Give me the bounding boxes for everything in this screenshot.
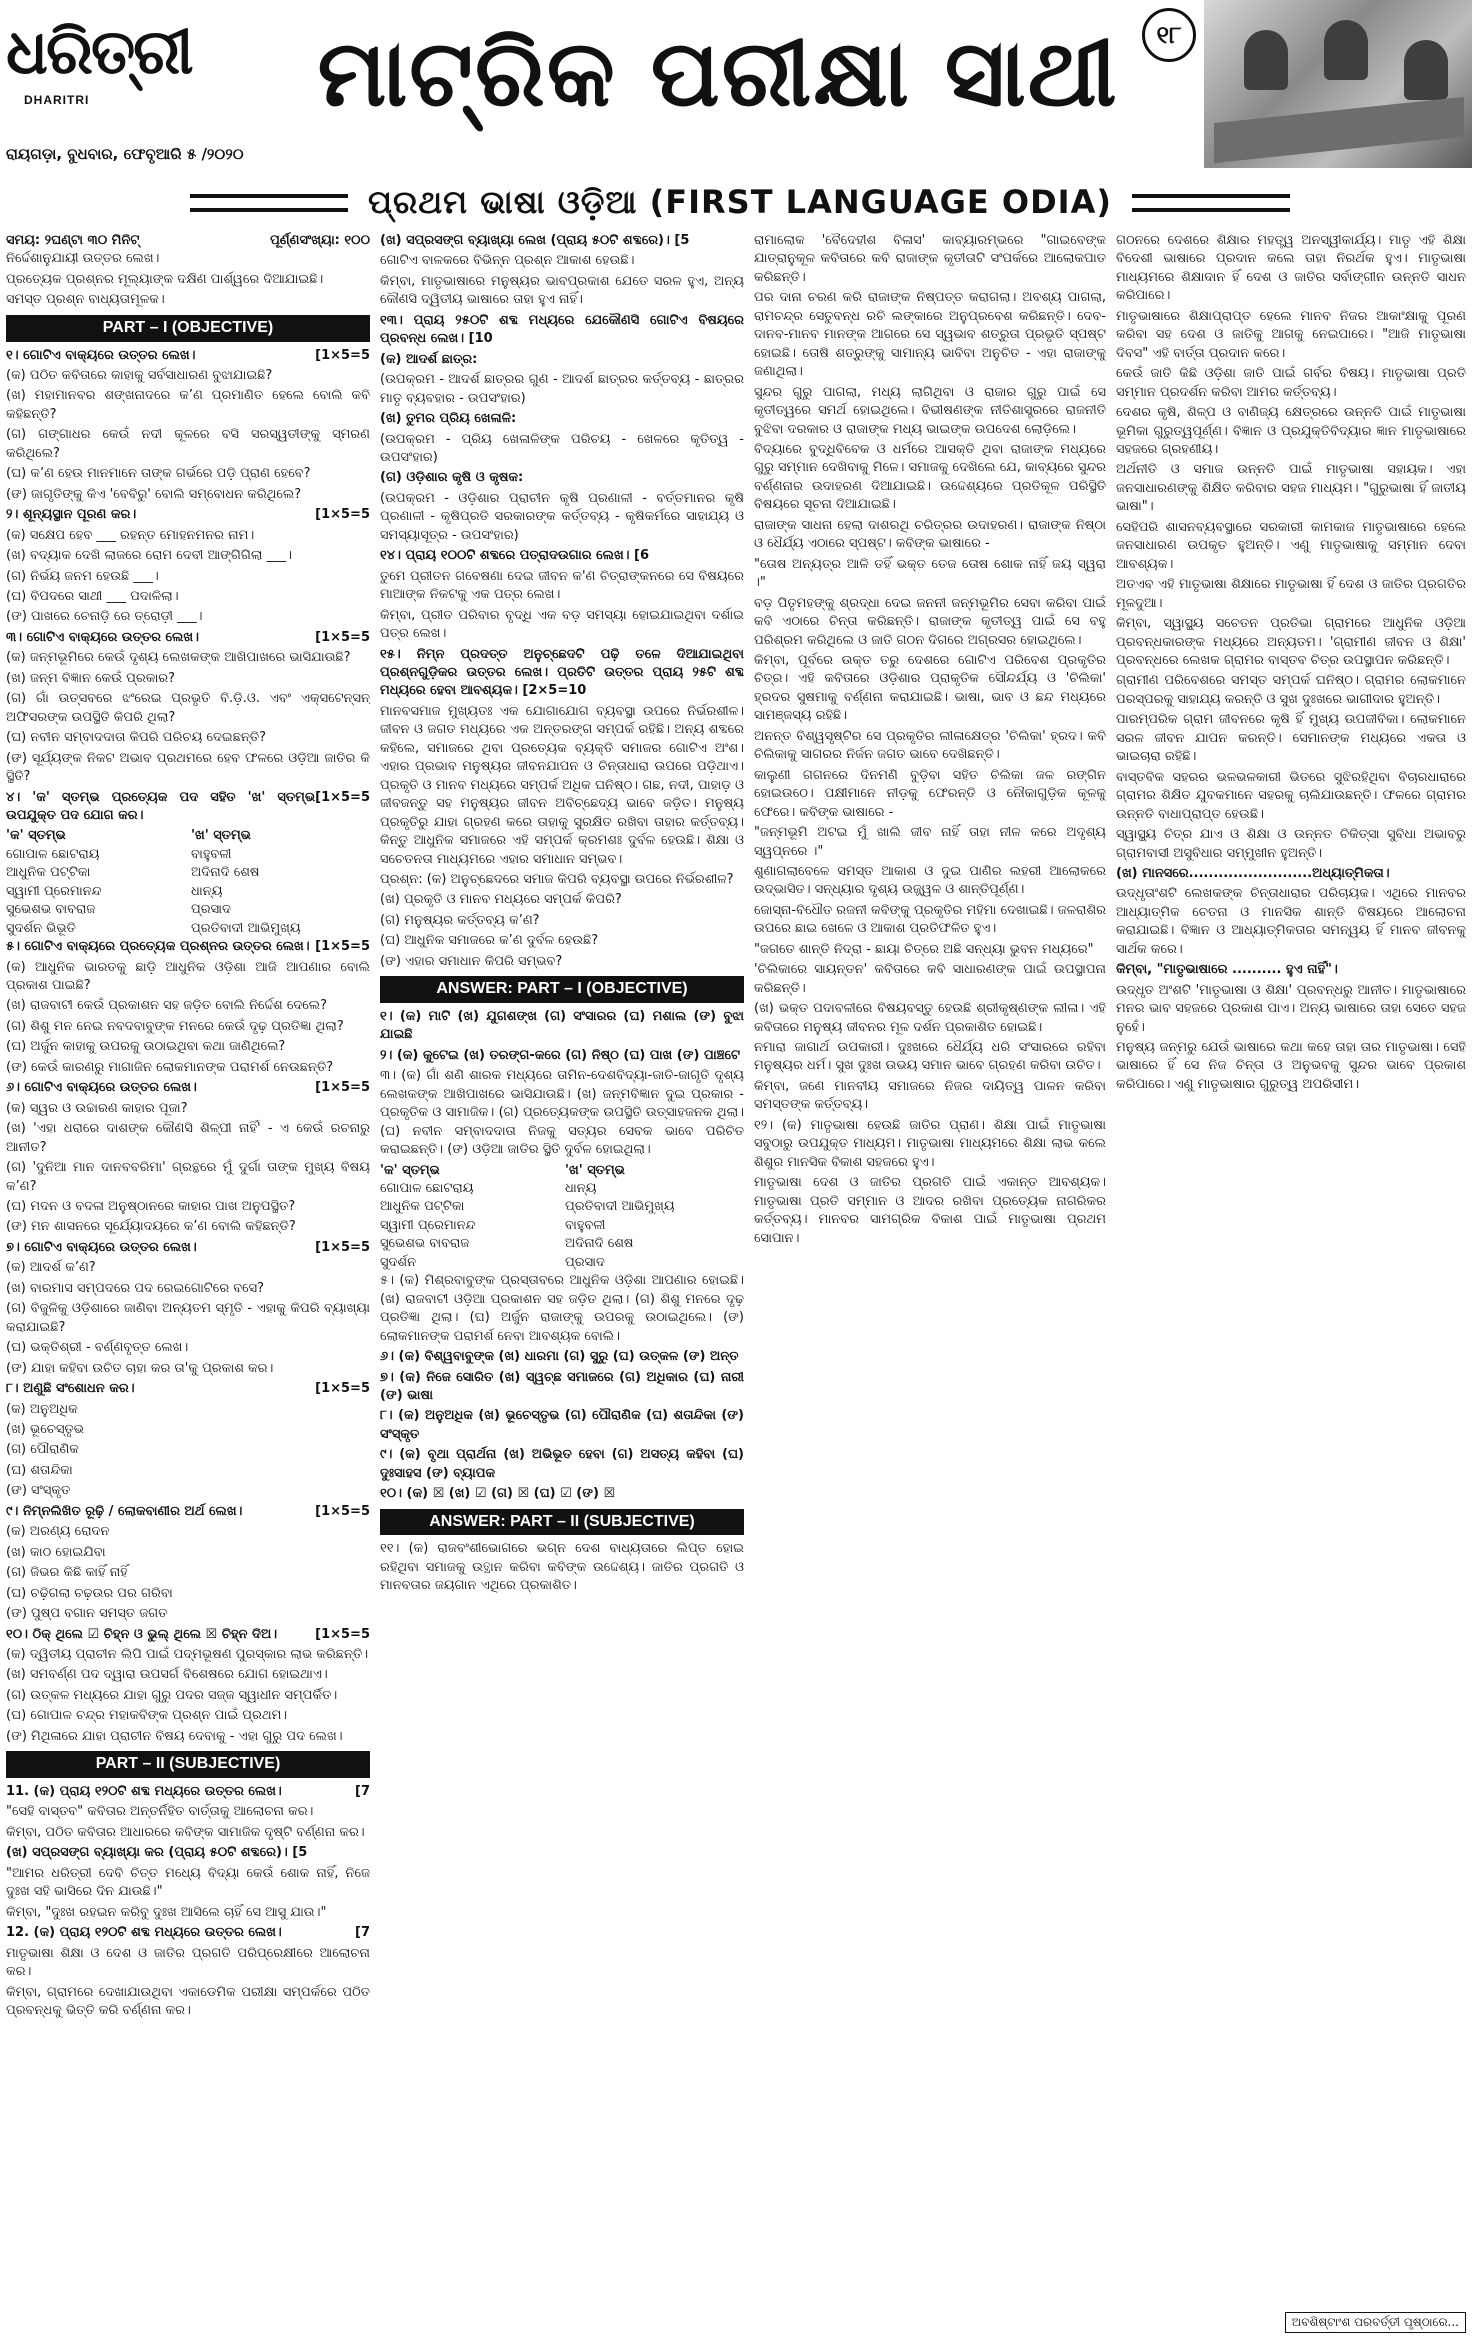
marks: [1×5=5: [315, 1626, 370, 1642]
brand: [6, 12, 244, 163]
question-item: (ଘ) କ’ଣ ହେଉ ମାନମାନେ ତାଙ୍କ ଗର୍ଭରେ ପଡ଼ି ପ୍ରାଣ ହେବେ?: [6, 466, 311, 482]
question-item: (ଖ) ମହାମାନବର ଶଙ୍ଖନାଦରେ କ’ଣ ପ୍ରମାଣିତ ହେଲେ ବୋଲି କବି କହିଛନ୍ତି?: [6, 388, 370, 422]
instruction: ପ୍ରତ୍ୟେକ ପ୍ରଶ୍ନର ମୂଲ୍ୟାଙ୍କ ଦକ୍ଷିଣ ପାର୍ଶ୍ୱରେ ଦିଆଯାଇଛି।: [6, 271, 324, 287]
answer-paragraph: ଶୁଣାଗଲାବେଳେ ସମସ୍ତ ଆକାଶ ଓ ଦୁଇ ପାଣିର ଲହରୀ ଆଲୋକରେ ଉଦ୍ଭାସିତ। ସନ୍ଧ୍ୟାର ଦୃଶ୍ୟ ଉଜ୍ଜ୍ୱଳ ଓ ଶାନ୍ତିପୂର୍ଣ୍ଣ।: [754, 863, 1106, 898]
column-1: [6, 232, 370, 2332]
section-header-answers-part1: ANSWER: PART – I (OBJECTIVE): [380, 976, 744, 1003]
question-heading: [1×5=5 ୬। ଗୋଟିଏ ବାକ୍ୟରେ ଉତ୍ତର ଲେଖ।: [6, 1079, 370, 1097]
match-row: ଗୋପାଳ ଛୋଟରାୟ ବାହୁବଳୀ: [6, 846, 232, 862]
answer-item: ୧୧। (କ) ରାଜବଂଶୀଭୋଗରେ ଭଗ୍ନ ଦେଶ ବାଧ୍ୟତାରେ ଲିପ୍ତ ହୋଇ ରହିଥିବା ସମାଜକୁ ଉତ୍ଥାନ କରିବା କବିଙ୍କ ଉଦ୍ଦେଶ୍ୟ। ଜାତିର ପ୍ରଗତି ଓ ମାନବତାର ଜୟଗାନ ଏଥିରେ ପ୍ରକାଶିତ।: [380, 1541, 744, 1594]
subject-banner: [190, 180, 1290, 226]
essay-topic: (ଗ) ଓଡ଼ିଶାର କୃଷି ଓ କୃଷକ:: [380, 470, 524, 486]
answer-paragraph: କିମ୍ବା, ପୂର୍ବରେ ଉକ୍ତ ତରୁ ଦେଶରେ ଗୋଟିଏ ପରିବେଶ ପ୍ରକୃତିର ଚିତ୍ର। ଏହି କବିତାରେ ଓଡ଼ିଶାର ପ୍ରାକୃତିକ ସୌନ୍ଦର୍ଯ୍ୟ ଓ 'ଚିଲିକା' ହ୍ରଦର ସୁଷମାକୁ ବର୍ଣ୍ଣନା କରାଯାଇଛି। ଭାଷା, ଭାବ ଓ ଛନ୍ଦ ମଧ୍ୟରେ ସାମଞ୍ଜସ୍ୟ ରହିଛି।: [754, 652, 1106, 724]
answer-item: ୯। (କ) ବୃଥା ପ୍ରାର୍ଥନା (ଖ) ଅଭିଭୂତ ହେବା (ଗ) ଅସତ୍ୟ କହିବା (ଘ) ଦୁଃସାହସ (ଙ) ବ୍ୟାପକ: [380, 1447, 744, 1481]
match-row: ସୁଭେଶଭ ବାବରାଜ ଅଦିନାଦି ଶେଷ: [380, 1236, 634, 1252]
match-row: ଆଧୁନିକ ପଟ୍ଟିକା ପ୍ରତିବାଦୀ ଆଭିମୁଖ୍ୟ: [380, 1199, 675, 1215]
answer-item: ୧। (କ) ମାଟି (ଖ) ଯୁଗଶଙ୍ଖ (ଗ) ସଂସାରର (ଘ) ମଶାଲ (ଙ) ବୁଝା ଯାଇଛି: [380, 1008, 744, 1043]
question-item: (ଗ) ନିର୍ଭୟ ଜନମ ହେଉଛି ___।: [6, 568, 159, 584]
answer-paragraph: 'ଚିଲିକାରେ ସାୟନ୍ତନ' କବିତାରେ କବି ସାଧାରଣଙ୍କ ପାଇଁ ଉପସ୍ଥାପନା କରିଛନ୍ତି।: [754, 962, 1106, 996]
answer-paragraph: ସୁନ୍ଦର ଗୁରୁ ପାଗଲା, ମଧ୍ୟ ଲାଗିଥିବା ଓ ରାଜାର ଗୁରୁ ପାଇଁ ସେ କୃତୀତ୍ୱରେ ସମର୍ଥ ହୋଇଥିଲେ। ବିଭୀଷଣଙ୍କ ନୀତିଶାସ୍ତ୍ରରେ ରାଜନୀତି ବୁଝିବା ଦରକାର ଓ ରାଜାଙ୍କ ମଧ୍ୟ ଭାଇଙ୍କ ଉପଦେଶ ଲୋଡ଼ିଲେ।: [754, 384, 1106, 437]
answer-paragraph: ପାରମ୍ପରିକ ଗ୍ରାମ ଜୀବନରେ କୃଷି ହିଁ ମୁଖ୍ୟ ଉପଜୀବିକା। ଲୋକମାନେ ସରଳ ଜୀବନ ଯାପନ କରନ୍ତି। ସେମାନଙ୍କ ମଧ୍ୟରେ ଏକତା ଓ ଭାଇଚାରା ରହିଛି।: [1116, 712, 1466, 765]
divider: [1132, 194, 1290, 212]
essay-topic: (କ) ଆଦର୍ଶ ଛାତ୍ର:: [380, 351, 478, 367]
answer-item: ୧୦। (କ) ☒ (ଖ) ☑ (ଗ) ☒ (ଘ) ☑ (ଙ) ☒: [380, 1486, 616, 1502]
exam-meta: [6, 232, 370, 250]
instruction: ନିର୍ଦ୍ଦେଶାନୁଯାୟୀ ଉତ୍ତର ଲେଖ।: [6, 251, 160, 267]
newspaper-logo-sub: DHARITRI: [24, 93, 90, 107]
question-item: (ଖ) ବଦ୍ୟାକ ଦେଖି ଲାଜରେ ରୋମ ଦେବୀ ଆଙ୍ଗିଗିଲା ___।: [6, 548, 292, 564]
section-header-answers-part2: ANSWER: PART – II (SUBJECTIVE): [380, 1509, 744, 1536]
answer-paragraph: ମାତୃଭାଷାରେ ଶିକ୍ଷାପ୍ରାପ୍ତ ହେଲେ ମାନବ ନିଜର ଆକାଂକ୍ଷାକୁ ପୂରଣ କରିବା ସହ ଦେଶ ଓ ଜାତିକୁ ଆଗକୁ ନେଇପାରେ। "ଆଜି ମାତୃଭାଷା ଦିବସ" ଏହି ବାର୍ତ୍ତା ପ୍ରଦାନ କରେ।: [1116, 308, 1466, 361]
question-item: (ଗ) ମନୁଷ୍ୟର କର୍ତ୍ତବ୍ୟ କ’ଣ?: [380, 912, 540, 928]
match-row: ସ୍ୱାମୀ ପ୍ରେମାନନ୍ଦ ବାହୁବଳୀ: [380, 1217, 606, 1233]
answer-paragraph: କିମ୍ବା, ଜଣେ ମାନବୀୟ ସମାଜରେ ନିଜର ଦାୟିତ୍ୱ ପାଳନ କରିବା ସମସ୍ତଙ୍କ କର୍ତ୍ତବ୍ୟ।: [754, 1078, 1106, 1113]
column-3: [754, 232, 1106, 2332]
marks: [1×5=5: [315, 1381, 370, 1397]
answer-paragraph: ବଡ଼ ପିତୃମହଙ୍କୁ ଶ୍ରଦ୍ଧା ଦେଇ ଜନନୀ ଜନ୍ମଭୂମିର ସେବା କରିବା ପାଇଁ କବି ଏଠାରେ ଚିନ୍ତା କରିଛନ୍ତି। ରାଜାଙ୍କ କୃତୀତ୍ୱ ପାଇଁ ସେ ବହୁ ପରିଶ୍ରମ କରିଥିଲେ ଓ ଜାତି ଗଠନ ଦିଗରେ ଅଗ୍ରସର ହୋଇଥିଲେ।: [754, 595, 1106, 648]
instruction: ସମସ୍ତ ପ୍ରଶ୍ନ ବାଧ୍ୟତାମୂଳକ।: [6, 292, 165, 308]
answer-paragraph: କେଉଁ ଜାତି କିଛି ଓଡ଼ିଶା ଜାତି ପାଇଁ ଗର୍ବର ବିଷୟ। ମାତୃଭାଷା ପ୍ରତି ସମ୍ମାନ ପ୍ରଦର୍ଶନ କରିବା ଆମର କର୍ତ୍ତବ୍ୟ।: [1116, 366, 1466, 400]
question-heading: [7 12. (କ) ପ୍ରାୟ ୧୨୦ଟି ଶବ୍ଦ ମଧ୍ୟରେ ଉତ୍ତର ଲେଖ।: [6, 1924, 370, 1942]
question-item: (ଗ) ପୌରାଣିକ: [6, 1442, 79, 1458]
answer-paragraph: ବିଦ୍ୟାରେ ବୁଦ୍ଧିବିବେକ ଓ ଧର୍ମରେ ଆସକ୍ତି ଥିବା ରାଜାଙ୍କ ମଧ୍ୟରେ ଗୁରୁ ସମ୍ମାନ ଦେଖିବାକୁ ମିଳେ। ସମାଜକୁ ଦେଖିଲେ ଯେ, କାବ୍ୟରେ ସୁନ୍ଦର ବର୍ଣ୍ଣନାର ଉଦାହରଣ ଦିଆଯାଇଛି। ଉଦ୍ଦେଶ୍ୟରେ ପ୍ରତିକୂଳ ପରିସ୍ଥିତି ବିଷୟରେ ସୂଚନା ଦିଆଯାଇଛି।: [754, 441, 1106, 513]
match-header: 'କ' ସ୍ତମ୍ଭ 'ଖ' ସ୍ତମ୍ଭ: [6, 828, 251, 844]
question-item: (ଙ) ଯାହା କହିବା ଉଚିତ ଚାହା କର ତା'କୁ ପ୍ରକାଶ କର।: [6, 1360, 274, 1376]
answer-paragraph: (ଖ) ଭକ୍ତ ପଦାବଳୀରେ ବିଷୟବସ୍ତୁ ହେଉଛି ଶ୍ରୀକୃଷ୍ଣଙ୍କ ଲୀଳା। ଏହି କବିତାରେ ମନୁଷ୍ୟ ଜୀବନର ମୂଳ ଦର୍ଶନ ପ୍ରକାଶିତ ହୋଇଛି।: [754, 1001, 1106, 1035]
quoted-verse: "ଜଗତେ ଶାନ୍ତି ନିଦ୍ରା - ଛାୟା ଚିତ୍ରେ ଅଛି ସନ୍ଧ୍ୟା ଭୁବନ ମଧ୍ୟରେ": [754, 941, 1094, 957]
question-heading: [1×5=5 ୪। 'କ' ସ୍ତମ୍ଭ ପ୍ରତ୍ୟେକ ପଦ ସହିତ 'ଖ' ସ୍ତମ୍ଭ ଉପଯୁକ୍ତ ପଦ ଯୋଗ କର।: [6, 789, 370, 823]
match-row: ସୁଭେଶଭ ବାବରାଜ ପ୍ରସାଦ: [6, 902, 231, 918]
question-heading: [1×5=5 ୯। ନିମ୍ନଲିଖିତ ରୂଢ଼ି / ଲୋକବାଣୀର ଅର୍ଥ ଲେଖ।: [6, 1503, 370, 1521]
column-2: [380, 232, 744, 2332]
question-item: (ଖ) ବାରମାସ ସମ୍ପଦରେ ପଦ ରେଇଗୋଟିରେ ବସେ?: [6, 1280, 265, 1296]
question-item: (କ) ଜନ୍ମଭୂମିରେ କେଉଁ ଦୃଶ୍ୟ ଲେଖକଙ୍କ ଆଖିପାଖରେ ଭାସିଯାଉଛି?: [6, 650, 351, 666]
answer-paragraph: ସ୍ୱାସ୍ଥ୍ୟ ଚିତ୍ର ଯାଏ ଓ ଶିକ୍ଷା ଓ ଉନ୍ନତ ଚିକିତ୍ସା ସୁବିଧା ଅଭାବରୁ ଗ୍ରାମବାସୀ ଅସୁବିଧାର ସମ୍ମୁଖୀନ ହୁଅନ୍ତି।: [1116, 827, 1466, 861]
answer-paragraph: ଗଠନରେ ଦେଶରେ ଶିକ୍ଷାର ମହତ୍ତ୍ୱ ଅନସ୍ୱୀକାର୍ଯ୍ୟ। ମାତୃ ଏହି ଶିକ୍ଷା ବିଦେଶୀ ଭାଷାରେ ପ୍ରଦାନ କଲେ ତାହା ନିରର୍ଥକ ହୁଏ। ମାତୃଭାଷା ମାଧ୍ୟମରେ ଶିକ୍ଷାଦାନ ହିଁ ଦେଶ ଓ ଜାତିର ସର୍ବାଙ୍ଗୀନ ଉନ୍ନତି ସାଧନ କରିପାରେ।: [1116, 233, 1466, 304]
question-item: (ଙ) ସୂର୍ଯ୍ୟଙ୍କ ନିକଟ ଅଭାବ ପ୍ରଥମରେ ହେବ ଫଳରେ ଓଡ଼ିଆ ଜାତିର କି ସ୍ଥିତି?: [6, 750, 370, 785]
match-row: ଆଧୁନିକ ପଟ୍ଟିକା ଅଦିନାଦି ଶେଷ: [6, 865, 260, 881]
marks: [1×5=5: [315, 1080, 370, 1096]
question-item: ମାତୃଭାଷା ଶିକ୍ଷା ଓ ଦେଶ ଓ ଜାତିର ପ୍ରଗତି ପରିପ୍ରେକ୍ଷୀରେ ଆଲୋଚନା କର।: [6, 1945, 370, 1980]
answer-item: ୫। (କ) ମିଶ୍ରବାବୁଙ୍କ ପ୍ରସ୍ତାବରେ ଆଧୁନିକ ଓଡ଼ିଶା ଆପଣାର ହୋଇଛି। (ଖ) ରାଜବାଟୀ ଓଡ଼ିଆ ପ୍ରକାଶନ ସହ ଜଡ଼ିତ ଥିଲା। (ଗ) ଶିଶୁ ମନରେ ଦୃଢ଼ ପ୍ରତିଜ୍ଞା ଥିଲା। (ଘ) ଅର୍ଜୁନ ରାଜାଙ୍କୁ ଉପରକୁ ଉଠାଇଥିଲେ। (ଙ) ଲୋକମାନଙ୍କ ପରାମର୍ଶ ନେବା ଆବଶ୍ୟକ ବୋଲି।: [380, 1273, 744, 1344]
question-heading: ୧୪। ପ୍ରାୟ ୧୦୦ଟି ଶବ୍ଦରେ ପତ୍ରାଦଉଗାର ଲେଖ। [6: [380, 548, 650, 564]
answer-subheading: (ଖ) ମାନସରେ.........................ଅଧ୍ୟାତ୍ମିକତା।: [1116, 865, 1390, 881]
question-heading: [1×5=5 ୭। ଗୋଟିଏ ବାକ୍ୟରେ ଉତ୍ତର ଲେଖ।: [6, 1239, 370, 1257]
exam-desk: [1214, 97, 1464, 163]
question-item: (କ) ଆଧୁନିକ ଭାରତକୁ ଛାଡ଼ି ଆଧୁନିକ ଓଡ଼ିଶା ଆଜି ଆପଣାର ବୋଲି ପ୍ରକାଶ ପାଇଛି?: [6, 959, 370, 994]
essay-outline: (ଉପକ୍ରମ - ଆଦର୍ଶ ଛାତ୍ରର ଗୁଣ - ଆଦର୍ଶ ଛାତ୍ରର କର୍ତ୍ତବ୍ୟ - ଛାତ୍ରର ମାତୃ ବ୍ୟବହାର - ଉପସଂହାର): [380, 372, 744, 406]
match-row: ସୁଦର୍ଶନ ପ୍ରସାଦ: [380, 1254, 605, 1270]
answer-paragraph: ଗ୍ରାମୀଣ ପରିବେଶରେ ସମସ୍ତ ସମ୍ପର୍କ ଘନିଷ୍ଠ। ଗ୍ରାମର ଲୋକମାନେ ପରସ୍ପରକୁ ସାହାଯ୍ୟ କରନ୍ତି ଓ ସୁଖ ଦୁଃଖରେ ଭାଗୀଦାର ହୁଅନ୍ତି।: [1116, 673, 1466, 707]
question-heading: ୧୫। ନିମ୍ନ ପ୍ରଦତ୍ତ ଅନୁଚ୍ଛେଦଟି ପଢ଼ି ତଳେ ଦିଆଯାଇଥିବା ପ୍ରଶ୍ନଗୁଡ଼ିକର ଉତ୍ତର ଲେଖ। ପ୍ରତିଟି ଉତ୍ତର ପ୍ରାୟ ୨୫ଟି ଶବ୍ଦ ମଧ୍ୟରେ ହେବା ଆବଶ୍ୟକ। [2×5=10: [380, 646, 744, 699]
question-item: (ଘ) ଶତାନ୍ଦିକା: [6, 1462, 73, 1478]
question-item: (ଙ) ଏହାର ସମାଧାନ କିପରି ସମ୍ଭବ?: [380, 953, 563, 969]
students-exam-photo: [1204, 0, 1472, 168]
answer-paragraph: ବାସ୍ତବିକ ସହରର ଭଳଭଳକାରୀ ଭିତରେ ସୁଝିରହିଥିବା ବିଚାରଧାରାରେ ଗ୍ରାମର ଶିକ୍ଷିତ ଯୁବକମାନେ ସହରକୁ ଚାଲିଯାଉଛନ୍ତି। ଫଳରେ ଗ୍ରାମର ଉନ୍ନତି ବାଧାପ୍ରାପ୍ତ ହେଉଛି।: [1116, 769, 1466, 822]
page-number-badge: ୧୮: [1142, 8, 1196, 62]
match-row: ଗୋପାଳ ଛୋଟରାୟ ଧାନ୍ୟ: [380, 1181, 597, 1197]
question-item: ତୁମେ ପ୍ରୀତନ ଗବେଷଣା ଦେଇ ଜୀବନ କ'ଣ ଚିତ୍ରାଙ୍କନରେ ସେ ବିଷୟରେ ମାଆଙ୍କ ନିକଟକୁ ଏକ ପତ୍ର ଲେଖ।: [380, 568, 744, 603]
question-item: (ଗ) ବିଜୁଳିକୁ ଓଡ଼ିଶାରେ ଜାଣିବା ଅନ୍ୟତମ ସ୍ମୃତି - ଏହାକୁ କିପରି ବ୍ୟାଖ୍ୟା କରାଯାଇଛି?: [6, 1301, 370, 1335]
question-heading: [1×5=5 ୩। ଗୋଟିଏ ବାକ୍ୟରେ ଉତ୍ତର ଲେଖ।: [6, 629, 370, 647]
question-item: (ଘ) ଅର୍ଜୁନ କାହାକୁ ଉପରକୁ ଉଠାଇଥିବା କଥା ଜାଣିଥିଲେ?: [6, 1039, 286, 1055]
question-item: (ଙ) ପାଖରେ ଚେନାଡ଼ି ରେ ତ୍ରୋଡ଼ୀ ___।: [6, 609, 203, 625]
question-item: "ସେହି ବାସ୍ତବ" କବିତାର ଅନ୍ତର୍ନିହିତ ବାର୍ତ୍ତାକୁ ଆଲୋଚନା କର।: [6, 1804, 314, 1820]
marks: [1×5=5: [315, 347, 370, 363]
question-item: (କ) ଅନୁଅଧିକ: [6, 1401, 78, 1417]
question-item: (ଖ) ପ୍ରକୃତି ଓ ମାନବ ମଧ୍ୟରେ ସମ୍ପର୍କ କିପରି?: [380, 892, 622, 908]
question-item: (ଙ) ମନ ଶାସନରେ ସୂର୍ଯ୍ୟୋଦୟରେ କ’ଣ ବୋଲି କହିଛନ୍ତି?: [6, 1219, 296, 1235]
answer-paragraph: ମାତୃଭାଷା ଦେଶ ଓ ଜାତିର ପ୍ରଗତି ପାଇଁ ଏକାନ୍ତ ଆବଶ୍ୟକ। ମାତୃଭାଷା ପ୍ରତି ସମ୍ମାନ ଓ ଆଦର ରଖିବା ପ୍ରତ୍ୟେକ ନାଗରିକର କର୍ତ୍ତବ୍ୟ। ମାନବର ସାମଗ୍ରିକ ବିକାଶ ପାଇଁ ମାତୃଭାଷା ପ୍ରଥମ ସୋପାନ।: [754, 1175, 1106, 1246]
question-item: (ଘ) ଆଧୁନିକ ସମାଜରେ କ’ଣ ଦୁର୍ବଳ ହେଉଛି?: [380, 933, 599, 949]
answer-paragraph: ରାମାଲୋକ 'ବୈଦେହୀଶ ବିଳାସ' କାବ୍ୟାରମ୍ଭରେ "ଗାଇବେଙ୍କ ଯାତ୍ରାନୁକୂଳ କବିତାରେ କବି ରାଜାଙ୍କ କୃତୀତାଟି ସଂପର୍କରେ ଆଲୋକପାତ କରିଛନ୍ତି।: [754, 233, 1106, 285]
marks: [7: [355, 1783, 370, 1799]
question-item: (ଙ) ମିଥିଳାରେ ଯାହା ପ୍ରାଚୀନ ବିଷୟ ଦେବାକୁ - ଏହା ଗୁରୁ ପଦ ଲେଖ।: [6, 1728, 343, 1744]
question-item: (ଖ) ଜନ୍ମ ବିଜ୍ଞାନ କେଉଁ ପ୍ରକାର?: [6, 670, 176, 686]
question-item: କିମ୍ବା, ମାତୃଭାଷାରେ ମନୁଷ୍ୟର ଭାବପ୍ରକାଶ ଯେତେ ସରଳ ହୁଏ, ଅନ୍ୟ କୌଣସି ଦ୍ୱିତୀୟ ଭାଷାରେ ତାହା ହୁଏ ନାହିଁ।: [380, 273, 744, 308]
question-item: (ଗ) ଗାଁ ଉତ୍ସବରେ ଝଂରେଇ ପ୍ରଭୃତି ବି.ଡ଼ି.ଓ. ଏବଂ ଏକ୍ସଟେନ୍‌ସନ୍ ଅଫିସରଙ୍କ ଉପସ୍ଥିତି କିପରି ଥିଲା?: [6, 691, 370, 725]
quoted-verse: "ତୋଷ ଅନ୍ୟତ୍ର ଆଳି ତହିଁ ଭକ୍ତ ତେଜ ତୋଷ ଶୋକ ନାହିଁ ଜୟ ସ୍ୱରା ।": [754, 556, 1106, 591]
student-figure: [1404, 40, 1448, 100]
marks: [1×5=5: [315, 939, 370, 955]
question-heading: [1×5=5 ୫। ଗୋଟିଏ ବାକ୍ୟରେ ପ୍ରତ୍ୟେକ ପ୍ରଶ୍ନର ଉତ୍ତର ଲେଖ।: [6, 938, 370, 956]
student-figure: [1324, 20, 1368, 80]
answer-paragraph: ଉଦ୍ଧୃତାଂଶଟି ଲେଖକଙ୍କ ଚିନ୍ତାଧାରାର ପରିଚାୟକ। ଏଥିରେ ମାନବର ଆଧ୍ୟାତ୍ମିକ ଚେତନା ଓ ମାନସିକ ଶାନ୍ତି ବିଷୟରେ ଆଲୋଚନା କରାଯାଇଛି। ବିଜ୍ଞାନ ଓ ଆଧ୍ୟାତ୍ମିକତାର ସମନ୍ୱୟ ହିଁ ମାନବ ଜୀବନକୁ ସାର୍ଥକ କରେ।: [1116, 886, 1466, 957]
question-heading: [1×5=5 ୮। ଅଣୁଛି ସଂଶୋଧନ କର।: [6, 1380, 370, 1398]
answer-paragraph: ଉଦ୍ଧୃତ ଅଂଶଟି 'ମାତୃଭାଷା ଓ ଶିକ୍ଷା' ପ୍ରବନ୍ଧରୁ ଆନୀତ। ମାତୃଭାଷାରେ ମନର ଭାବ ସହଜରେ ପ୍ରକାଶ ପାଏ। ଅନ୍ୟ ଭାଷାରେ ତାହା ସେତେ ସହଜ ନୁହେଁ।: [1116, 982, 1466, 1035]
marks: [7: [355, 1925, 370, 1941]
essay-outline: (ଉପକ୍ରମ - ଓଡ଼ିଶାର ପ୍ରାଚୀନ କୃଷି ପ୍ରଣାଳୀ - ବର୍ତ୍ତମାନର କୃଷି ପ୍ରଣାଳୀ - କୃଷିପ୍ରତି ସରକାରଙ୍କ କର୍ତ୍ତବ୍ୟ - କୃଷିକର୍ମରେ ସାହାଯ୍ୟ ଓ ସମସ୍ୟାସୂତ୍ର - ଉପସଂହାର): [380, 490, 744, 543]
answer-paragraph: କାଲୁଣୀ ଗଗନରେ ଦିନମଣି ବୁଡ଼ିବା ସହିତ ଚିଲିକା ଜଳ ରଙ୍ଗିନ ହୋଇଉଠେ। ପକ୍ଷୀମାନେ ନୀଡ଼କୁ ଫେରନ୍ତି ଓ ନୌକାଗୁଡ଼ିକ କୂଳକୁ ଫେରେ। କବିଙ୍କ ଭାଷାରେ -: [754, 767, 1106, 820]
answer-item: ୩। (କ) ଗାଁ ଶଣି ଶାରକ ମଧ୍ୟରେ ତାମିନ-ଦେଶବିଦ୍ୟା-ଜାତି-ଜାଗୃତି ଦୃଶ୍ୟ ଲେଖକଙ୍କ ଆଖିପାଖରେ ଭାସିଯାଉଛି। (ଖ) ଜନ୍ମବିଜ୍ଞାନ ଦୁଇ ପ୍ରକାର - ପ୍ରକୃତିକ ଓ ସାମାଜିକ। (ଗ) ପ୍ରତ୍ୟେକଙ୍କ ଉପସ୍ଥିତି ଉତ୍ସାହଜନକ ଥିଲା। (ଘ) ନବୀନ ସମ୍ବାଦଦାତା ନିଜକୁ ସତ୍ୟର ସେବକ ଭାବେ ପରିଚିତ କରାଇଛନ୍ତି। (ଙ) ଓଡ଼ିଆ ଜାତିର ସ୍ଥିତି ଦୁର୍ବଳ ହୋଇଥିଲା।: [380, 1068, 744, 1158]
answer-paragraph: ଅତଏବ ଏହି ମାତୃଭାଷା ଶିକ୍ଷାରେ ମାତୃଭାଷା ହିଁ ଦେଶ ଓ ଜାତିର ପ୍ରଗତିର ମୂଳଦୁଆ।: [1116, 577, 1466, 611]
quoted-verse: "ଜନ୍ମଭୂମି ଅଟଇ ମୁଁ ଖାଲି ଜୀବ ନାହିଁ ତାହା ନୀଳ କରେ ଅଦୃଶ୍ୟ ସ୍ୱପ୍ନରେ ।": [754, 825, 1106, 859]
answer-paragraph: ରାଜାଙ୍କ ସାଧନା ହେଲା ଦାଶରଥି ଚରିତ୍ରର ଉଦାହରଣ। ରାଜାଙ୍କ ନିଷ୍ଠା ଓ ଧୈର୍ଯ୍ୟ ଏଠାରେ ସ୍ପଷ୍ଟ। କବିଙ୍କ ଭାଷାରେ -: [754, 517, 1106, 552]
question-heading: [1×5=5 ୧। ଗୋଟିଏ ବାକ୍ୟରେ ଉତ୍ତର ଲେଖ।: [6, 347, 370, 365]
question-item: (ଘ) ମଦନ ଓ ବଦଳା ଅନୁଷ୍ଠାନରେ କାହାର ପାଖ ଅନୁପସ୍ଥିତ?: [6, 1199, 296, 1215]
question-item: (ଘ) ଭକ୍ତିଶ୍ରୀ - ବର୍ଣ୍ଣବୃତ୍ତ ଲେଖ।: [6, 1340, 189, 1356]
marks: [1×5=5: [315, 1503, 370, 1519]
question-item: (ଗ) ଉତ୍କଳ ମଧ୍ୟରେ ଯାହା ଗୁରୁ ପଦର ସଜ୍ଜ ସ୍ୱାଧୀନ ସମ୍ପର୍କିତ।: [6, 1687, 338, 1703]
comprehension-passage: ମାନବସମାଜ ମୁଖ୍ୟତଃ ଏକ ଯୋଗାଯୋଗ ବ୍ୟବସ୍ଥା ଉପରେ ନିର୍ଭରଶୀଳ। ଜୀବନ ଓ ଜଗତ ମଧ୍ୟରେ ଏକ ଅନ୍ତରଙ୍ଗ ସମ୍ପର୍କ ରହିଛି। ଅନ୍ୟ ଶବ୍ଦରେ କହିଲେ, ସମାଜରେ ଥିବା ପ୍ରତ୍ୟେକ ବ୍ୟକ୍ତି ସମାଜର ଗୋଟିଏ ଅଂଶ। ଏହାର ପ୍ରଭାବ ମନୁଷ୍ୟର ଜୀବନଯାପନ ଓ ଚିନ୍ତାଧାରା ଉପରେ ପଡ଼ିଥାଏ। ପ୍ରକୃତି ଓ ମାନବ ମଧ୍ୟରେ ସମ୍ପର୍କ ଅଧିକ ଘନିଷ୍ଠ। ଗଛ, ନଦୀ, ପାହାଡ଼ ଓ ଜୀବଜନ୍ତୁ ସହ ମନୁଷ୍ୟର ଜୀବନ ଅବିଚ୍ଛେଦ୍ୟ ଭାବେ ଜଡ଼ିତ। ମନୁଷ୍ୟ ପ୍ରକୃତିରୁ ଯାହା ଗ୍ରହଣ କରେ ତାହାକୁ ସୁରକ୍ଷିତ ରଖିବା ତାହାର କର୍ତ୍ତବ୍ୟ। କିନ୍ତୁ ଆଧୁନିକ ସମାଜରେ ଏହି ସମ୍ପର୍କ କ୍ରମଶଃ ଦୁର୍ବଳ ହେଉଛି। ଶିକ୍ଷା ଓ ସଚେତନତା ମାଧ୍ୟମରେ ଏହାର ସମାଧାନ ସମ୍ଭବ।: [380, 703, 744, 867]
exam-full-marks: ପୂର୍ଣ୍ଣସଂଖ୍ୟା: ୧୦୦: [270, 233, 370, 248]
question-item: (କ) ସ୍ୱର ଓ ଉଚ୍ଚାରଣ କାହାର ପୂଜା?: [6, 1100, 188, 1116]
question-item: କିମ୍ବା, ପଠିତ କବିତାର ଆଧାରରେ କବିଙ୍କ ସାମାଜିକ ଦୃଷ୍ଟି ବର୍ଣ୍ଣନା କର।: [6, 1824, 365, 1840]
question-item: କିମ୍ବା, "ଦୁଃଖ ରହଇନ କରିବୁ ଦୁଃଖ ଆସିଲେ ଚାହିଁ ସେ ଆସୁ ଯାଉ।": [6, 1904, 327, 1920]
answer-paragraph: ଦେଶର କୃଷି, ଶିଳ୍ପ ଓ ବାଣିଜ୍ୟ କ୍ଷେତ୍ରରେ ଉନ୍ନତି ପାଇଁ ମାତୃଭାଷା ଭୂମିକା ଗୁରୁତ୍ୱପୂର୍ଣ୍ଣ। ବିଜ୍ଞାନ ଓ ପ୍ରଯୁକ୍ତିବିଦ୍ୟାର ଜ୍ଞାନ ମାତୃଭାଷାରେ ସହଜରେ ଗ୍ରହଣୀୟ।: [1116, 405, 1466, 457]
subject-title: ପ୍ରଥମ ଭାଷା ଓଡ଼ିଆ (FIRST LANGUAGE ODIA): [368, 183, 1112, 222]
question-item: (ଖ) 'ଏହା ଧରାରେ ଦାଶଙ୍କ କୌଣସି ଶିଳ୍ପୀ ନାହିଁ' - ଏ କେଉଁ ରଚନାରୁ ଆନୀତ?: [6, 1121, 370, 1155]
question-heading: [1×5=5 ୧୦। ଠିକ୍ ଥିଲେ ☑ ଚିହ୍ନ ଓ ଭୁଲ୍ ଥିଲେ ☒ ଚିହ୍ନ ଦିଅ।: [6, 1626, 370, 1644]
question-heading: (ଖ) ସପ୍ରସଙ୍ଗ ବ୍ୟାଖ୍ୟା ଲେଖ (ପ୍ରାୟ ୫୦ଟି ଶବ୍ଦରେ)। [5: [380, 233, 690, 248]
question-item: (ଗ) ଗଙ୍ଗାଧର କେଉଁ ନଦୀ କୂଳରେ ବସି ସରସ୍ୱତୀଙ୍କୁ ସ୍ମରଣ କରିଥିଲେ?: [6, 427, 370, 461]
question-heading: ୧୩। ପ୍ରାୟ ୨୫୦ଟି ଶବ୍ଦ ମଧ୍ୟରେ ଯେକୌଣସି ଗୋଟିଏ ବିଷୟରେ ପ୍ରବନ୍ଧ ଲେଖ। [10: [380, 312, 744, 347]
newspaper-logo: ଧରିତ୍ରୀ: [6, 15, 192, 88]
answer-subheading: କିମ୍ବା, "ମାତୃଭାଷାରେ .......... ହୁଏ ନାହିଁ"।: [1116, 962, 1338, 978]
question-item: ପ୍ରଶ୍ନ: (କ) ଅନୁଚ୍ଛେଦରେ ସମାଜ କିପରି ବ୍ୟବସ୍ଥା ଉପରେ ନିର୍ଭରଶୀଳ?: [380, 871, 734, 887]
answer-item: ୨। (କ) କୁଟେଇ (ଖ) ତରଙ୍ଗ-କରେ (ଗ) ନିଷ୍ଠ (ଘ) ପାଖ (ଙ) ପାଞ୍ଚଟେ: [380, 1047, 741, 1063]
answer-paragraph: ଜୋସ୍ନା-ବିଧୌତ ରଜନୀ କବିଙ୍କୁ ପ୍ରକୃତିର ମହିମା ଦେଖାଇଛି। ଜଳରାଶିର ଉପରେ ଛାଇ ଖେଳେ ଓ ଆକାଶ ପ୍ରତିଫଳିତ ହୁଏ।: [754, 902, 1106, 937]
question-item: (ଘ) ନବୀନ ସମ୍ବାଦଦାତା କିପରି ପରିଚୟ ଦେଇଛନ୍ତି?: [6, 730, 267, 746]
answer-paragraph: ପର ଦାନା ଚରଣ କରି ରାଜାଙ୍କ ନିଷ୍ପତ୍ତ କରାଗଲା। ଅବଶ୍ୟ ପାଗଲା, ରାମଚନ୍ଦ୍ର ସେତୁବନ୍ଧ ରଚି ଲଙ୍କାରେ ଅନୁପ୍ରବେଶ କରିଛନ୍ତି। ଦେବ-ଦାନବ-ମାନବ ମାନଙ୍କ ଆଗରେ ସେ ସ୍ୱଭାବ ଶତ୍ରୁତା ପ୍ରଭୃତି ସ୍ପଷ୍ଟ ହୋଇଛି। ତୋଷି ଶତ୍ରୁଙ୍କୁ ସାମାନ୍ୟ ଭାବିବା ଅନୁଚିତ - ଏହା ରାଜାଙ୍କୁ ଜଣାଥିଲା।: [754, 290, 1106, 380]
answer-item: ୭। (କ) ନିଜେ ସୋରିତ (ଖ) ସ୍ୱଚ୍ଛ ସମାଜରେ (ଗ) ଅଧିକାର (ଘ) ନାରୀ (ଙ) ଭାଷା: [380, 1369, 744, 1403]
question-item: (ଙ) କେଉଁ କାରଣରୁ ମାଗାଜିନ ଲୋକମାନଙ୍କ ପରାମର୍ଶ ନେଉଛନ୍ତି?: [6, 1059, 334, 1075]
question-item: (କ) ପଠିତ କବିତାରେ କାହାକୁ ସର୍ବସାଧାରଣ ବୁଝାଯାଇଛି?: [6, 367, 273, 383]
marks: [1×5=5: [315, 1239, 370, 1255]
question-heading: [1×5=5 ୨। ଶୂନ୍ୟସ୍ଥାନ ପୂରଣ କର।: [6, 506, 370, 524]
article-columns: [6, 232, 1466, 2332]
quoted-verse: "ଆମର ଧରିତ୍ରୀ ଦେବି ଚିତ୍ତ ମଧ୍ୟେ ବିଦ୍ୟା କେଉଁ ଶୋକ ନାହିଁ, ନିଜେ ଦୁଃଖ ସହି ଭାସିରେ ଦିନ ଯାଉଛି।": [6, 1865, 370, 1900]
essay-outline: (ଉପକ୍ରମ - ପ୍ରିୟ ଖେଳାଳିଙ୍କ ପରିଚୟ - ଖେଳରେ କୃତିତ୍ୱ - ଉପସଂହାର): [380, 431, 744, 465]
answer-paragraph: ଅର୍ଥନୀତି ଓ ସମାଜ ଉନ୍ନତି ପାଇଁ ମାତୃଭାଷା ସହାୟକ। ଏହା ଜନସାଧାରଣଙ୍କୁ ଶିକ୍ଷିତ କରିବାର ସହଜ ମାଧ୍ୟମ। "ଗୁରୁଭାଷା ହିଁ ଜାତୀୟ ଭାଷା"।: [1116, 462, 1466, 515]
page-title: ମାଟ୍ରିକ ପରୀକ୍ଷା ସାଥୀ: [317, 20, 1119, 127]
question-item: (କ) ଅରଣ୍ୟ ରୋଦନ: [6, 1524, 110, 1540]
question-item: କିମ୍ବା, ପ୍ରୀତ ପରିବାର ବୃଦ୍ଧି ଏକ ବଡ଼ ସମସ୍ୟା ହୋଇଯାଇଥିବା ଦର୍ଶାଇ ପତ୍ର ଲେଖ।: [380, 607, 744, 642]
match-row: ସ୍ୱାମୀ ପ୍ରେମାନନ୍ଦ ଧାନ୍ୟ: [6, 883, 223, 899]
answer-paragraph: ଅନନ୍ତ ବିଶ୍ୱସୃଷ୍ଟିର ସେ ପ୍ରକୃତିର ଲୀଳାକ୍ଷେତ୍ର 'ଚିଲିକା' ହ୍ରଦ। କବି ଚିଲିକାକୁ ସାଗରର ନିର୍ଜନ ଜଗତ ଭାବେ ଦେଖିଛନ୍ତି।: [754, 728, 1106, 763]
question-item: (ଘ) ବିପଦରେ ସାଥୀ ___ ପଦାଳିଲା।: [6, 588, 179, 604]
question-item: (କ) ଦ୍ୱିତୀୟ ପ୍ରାଚୀନ ଲିପି ପାଇଁ ପଦ୍ମଭୂଷଣ ପୁରସ୍କାର ଲାଭ କରିଛନ୍ତି।: [6, 1646, 369, 1662]
answer-paragraph: ନମାରା ଜାଗାର୍ଥ ଉପକାରୀ। ଦୁଃଖରେ ଧୈର୍ଯ୍ୟ ଧରି ସଂସାରରେ ରହିବା ମନୁଷ୍ୟର ଧର୍ମ। ସୁଖ ଦୁଃଖ ଉଭୟ ସମାନ ଭାବେ ଗ୍ରହଣ କରିବା ଉଚିତ।: [754, 1040, 1106, 1074]
question-item: (ଙ) ସଂସ୍କୃତ: [6, 1483, 71, 1499]
section-header-part1: PART – I (OBJECTIVE): [6, 315, 370, 342]
marks: [1×5=5: [315, 789, 370, 805]
answer-paragraph: କିମ୍ବା, ସ୍ୱାସ୍ଥ୍ୟ ସଚେତନ ପ୍ରତିଭା ଗ୍ରାମରେ ଆଧୁନିକ ଓଡ଼ିଆ ପ୍ରବନ୍ଧକାରଙ୍କ ମଧ୍ୟରେ ଅନ୍ୟତମ। 'ଗ୍ରାମୀଣ ଜୀବନ ଓ ଶିକ୍ଷା' ପ୍ରବନ୍ଧରେ ଲେଖକ ଗ୍ରାମର ବାସ୍ତବ ଚିତ୍ର ଉପସ୍ଥାପନ କରିଛନ୍ତି।: [1116, 616, 1466, 668]
answer-item: ୬। (କ) ବିଶ୍ୱବାବୁଙ୍କ (ଖ) ଧାରମା (ଗ) ସୁରୁ (ଘ) ଉତ୍କଳ (ଙ) ଅନ୍ତ: [380, 1349, 739, 1365]
question-item: (ଘ) ଗୋପାଳ ଚନ୍ଦ୍ର ମହାକବିଙ୍କ ପ୍ରଶ୍ନ ପାଇଁ ପ୍ରଥମ।: [6, 1708, 288, 1724]
dateline: ରାୟଗଡ଼ା, ବୁଧବାର, ଫେବୃଆରି ୫ /୨୦୨୦: [6, 145, 244, 163]
question-item: (ଗ) ଜିଭର କିଛି କାହିଁ ନାହିଁ: [6, 1565, 128, 1581]
match-header: 'କ' ସ୍ତମ୍ଭ 'ଖ' ସ୍ତମ୍ଭ: [380, 1162, 625, 1178]
question-item: (ଖ) କାଠ ହୋଇଯିବା: [6, 1544, 106, 1560]
essay-topic: (ଖ) ତୁମର ପ୍ରିୟ ଖେଳାଳି:: [380, 411, 517, 427]
question-item: (ଘ) ଚଢ଼ିଗଲା ଚଢ଼ଉର ପର ଗରିବା: [6, 1585, 173, 1601]
question-item: (ଙ) ପୁଷ୍ପ ବଗାନ ସମସ୍ତ ଜଗତ: [6, 1606, 168, 1622]
question-item: ଗୋଟିଏ ବାଳକରେ ବିଭିନ୍ନ ପ୍ରଶ୍ନ ଆକାଶ ହେଉଛି।: [380, 253, 635, 269]
question-item: (ଖ) ଭୂଚେସ୍ତୃଭ: [6, 1422, 84, 1437]
answer-paragraph: ମନୁଷ୍ୟ ଜନ୍ମରୁ ଯେଉଁ ଭାଷାରେ କଥା କହେ ତାହା ତାର ମାତୃଭାଷା। ସେହି ଭାଷାରେ ହିଁ ସେ ନିଜ ଚିନ୍ତା ଓ ଅନୁଭବକୁ ସୁନ୍ଦର ଭାବେ ପ୍ରକାଶ କରିପାରେ। ଏଣୁ ମାତୃଭାଷାର ଗୁରୁତ୍ୱ ଅପରିସୀମ।: [1116, 1040, 1466, 1092]
marks: [1×5=5: [315, 629, 370, 645]
column-4: [1116, 232, 1466, 2332]
section-header-part2: PART – II (SUBJECTIVE): [6, 1751, 370, 1778]
continued-note: ଅବଶିଷ୍ଟାଂଶ ପରବର୍ତ୍ତୀ ପୃଷ୍ଠାରେ...: [1285, 2312, 1466, 2333]
marks: [1×5=5: [315, 507, 370, 523]
question-heading: [7 11. (କ) ପ୍ରାୟ ୧୨୦ଟି ଶବ୍ଦ ମଧ୍ୟରେ ଉତ୍ତର ଲେଖ।: [6, 1783, 370, 1801]
student-figure: [1244, 30, 1288, 90]
question-item: (କ) ସକ୍ଷେପ ହେବ ___ ରହନ୍ତ ମୋହନମନର ନାମ।: [6, 527, 255, 543]
exam-time: ସମୟ: ୨ଘଣ୍ଟା ୩୦ ମିନିଟ୍: [6, 233, 140, 248]
match-row: ସୁଦର୍ଶନ ଭିଭୂତି ପ୍ରତିବାଦୀ ଆଭିମୁଖ୍ୟ: [6, 920, 301, 936]
answer-paragraph: ୧୨। (କ) ମାତୃଭାଷା ହେଉଛି ଜାତିର ପ୍ରାଣ। ଶିକ୍ଷା ପାଇଁ ମାତୃଭାଷା ସବୁଠାରୁ ଉପଯୁକ୍ତ ମାଧ୍ୟମ। ମାତୃଭାଷା ମାଧ୍ୟମରେ ଶିକ୍ଷା ଲାଭ କଲେ ଶିଶୁର ମାନସିକ ବିକାଶ ସହଜରେ ହୁଏ।: [754, 1117, 1106, 1170]
question-item: (ଗ) 'ଦୁନିଆ ମାନ ଦାନବବରିମା' ଗ୍ରନ୍ଥରେ ମୁଁ ଦୁର୍ଗା ତାଙ୍କ ମୁଖ୍ୟ ବିଷୟ କ’ଣ?: [6, 1160, 370, 1194]
question-item: କିମ୍ବା, ଗ୍ରାମରେ ଦେଖାଯାଉଥିବା ଏକାଡେମିକ ପରୀକ୍ଷା ସମ୍ପର୍କରେ ପଠିତ ପ୍ରବନ୍ଧକୁ ଭିତ୍ତି କରି ବର୍ଣ୍ଣନା କର।: [6, 1984, 370, 2018]
question-item: (ଖ) ସପ୍ରସଙ୍ଗ ବ୍ୟାଖ୍ୟା କର (ପ୍ରାୟ ୫୦ଟି ଶବ୍ଦରେ)। [5: [6, 1845, 308, 1861]
answer-paragraph: ସେହିପରି ଶାସନବ୍ୟବସ୍ଥାରେ ସରକାରୀ କାମକାଜ ମାତୃଭାଷାରେ ହେଲେ ଜନସାଧାରଣ ଉପକୃତ ହୁଅନ୍ତି। ଏଣୁ ମାତୃଭାଷାକୁ ସମ୍ମାନ ଦେବା ଆବଶ୍ୟକ।: [1116, 519, 1466, 572]
answer-item: ୮। (କ) ଅନୁଅଧିକ (ଖ) ଭୂଚେସ୍ତୃଭ (ଗ) ପୌରାଣିକ (ଘ) ଶତାନ୍ଦିକା (ଙ) ସଂସ୍କୃତ: [380, 1408, 744, 1442]
masthead: [0, 0, 1472, 170]
question-item: (ଙ) ଜାଗୃତିଙ୍କୁ କିଏ 'ବେବିରୁ' ବୋଲି ସମ୍ବୋଧନ କରିଥିଲେ?: [6, 486, 302, 502]
question-item: (ଗ) ଶିଶୁ ମନ ନେଇ ନବଦବାବୁଙ୍କ ମନରେ କେଉଁ ଦୃଢ଼ ପ୍ରତିଜ୍ଞା ଥିଲା?: [6, 1018, 344, 1034]
question-item: (କ) ଆଦର୍ଶ କ’ଣ?: [6, 1260, 96, 1276]
question-item: (ଖ) ରାଜବାଟୀ କେଉଁ ପ୍ରକାଶନ ସହ ଜଡ଼ିତ ବୋଲି ନିର୍ଦ୍ଦେଶ ଦେଲେ?: [6, 998, 327, 1014]
divider: [190, 194, 348, 212]
question-item: (ଖ) ସମବର୍ଣ୍ଣ ପଦ ଦ୍ୱାରା ଉପସର୍ଗ ବିଶେଷରେ ଯୋଗ ହୋଇଥାଏ।: [6, 1667, 328, 1683]
